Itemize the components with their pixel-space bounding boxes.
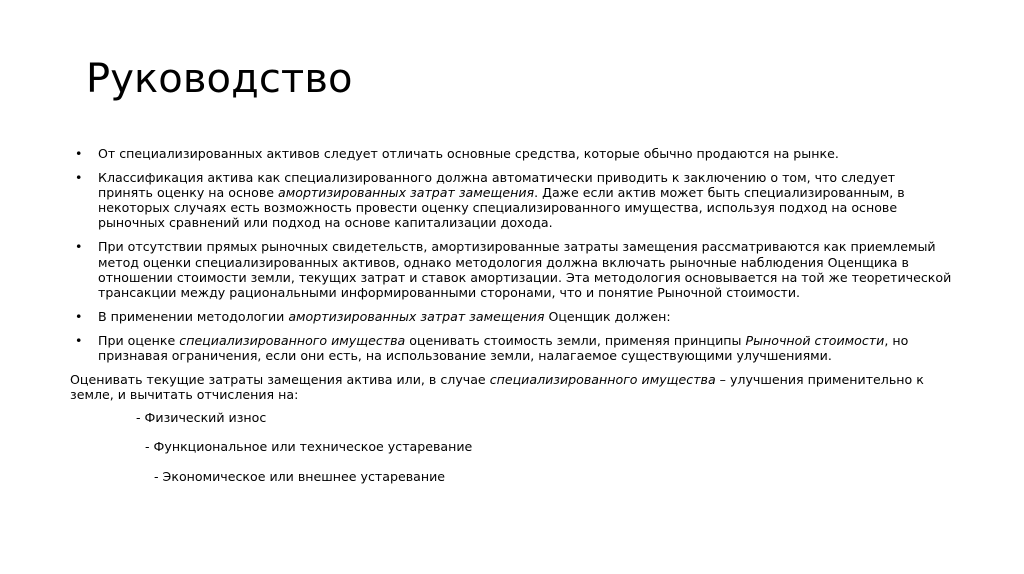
bullet-text: От специализированных активов следует отличать основные средства, которые обычно продаются на рынке. — [98, 146, 839, 161]
bullet-item-4 — [70, 309, 954, 324]
bullet-list — [70, 146, 954, 363]
bullet-glyph-icon: • — [75, 332, 83, 348]
paragraph-text: – улучшения применительно к земле, и вычитать отчисления на: — [70, 372, 928, 403]
bullet-glyph-icon: • — [75, 146, 83, 161]
deduction-item-functional-obsolescence: - Функциональное или техническое устаревание — [145, 439, 473, 455]
bullet-text-emphasis: Рыночной стоимости — [745, 332, 885, 348]
bullet-glyph-icon: • — [75, 170, 83, 186]
bullet-text: В применении методологии — [98, 308, 289, 324]
bullet-item-3 — [70, 239, 954, 299]
bullet-text: При отсутствии прямых рыночных свидетельств, амортизированные затраты замещения рассматриваются как приемлемый метод оценки специализированных активов, однако методология должна включать рыночные наблюдения Оценщика в отношении стоимости земли, текущих затрат и ставок амортизации. Эта методология основывается на той же теоретической трансакции между рациональными информированными сторонами, что и понятие Рыночной стоимости. — [98, 239, 956, 300]
bullet-text-emphasis: амортизированных затрат замещения — [288, 308, 545, 324]
bullet-item-2 — [70, 170, 954, 230]
deduction-item-physical-wear: - Физический износ — [136, 410, 267, 426]
bullet-item-1 — [70, 146, 954, 161]
bullet-glyph-icon: • — [75, 239, 83, 255]
page-title: Руководство — [86, 55, 353, 102]
slide-body — [70, 146, 954, 498]
bullet-text: , но признавая ограничения, если они есть, на использование земли, налагаемое существующими улучшениями. — [98, 332, 913, 364]
deduction-item-economic-obsolescence: - Экономическое или внешнее устаревание — [154, 468, 446, 484]
bullet-item-5 — [70, 333, 954, 363]
bullet-glyph-icon: • — [75, 308, 83, 324]
paragraph-text-emphasis: специализированного имущества — [489, 372, 716, 388]
bullet-text: При оценке — [98, 332, 180, 348]
closing-paragraph — [70, 372, 954, 402]
paragraph-text: Оценивать текущие затраты замещения актива или, в случае — [70, 372, 490, 388]
bullet-text: оценивать стоимость земли, применяя принципы — [405, 332, 746, 348]
bullet-text: Классификация актива как специализированного должна автоматически приводить к заключению о том, что следует принять оценку на основе — [98, 170, 900, 201]
bullet-text-emphasis: специализированного имущества — [179, 332, 406, 348]
bullet-text-emphasis: амортизированных затрат замещения — [278, 185, 535, 201]
bullet-text: . Даже если актив может быть специализированным, в некоторых случаях есть возможность провести оценку специализированного имущества, используя подход на основе рыночных сравнений или подход на основе капитализации дохода. — [98, 185, 909, 231]
bullet-text: Оценщик должен: — [544, 308, 671, 324]
deduction-list — [70, 410, 954, 483]
